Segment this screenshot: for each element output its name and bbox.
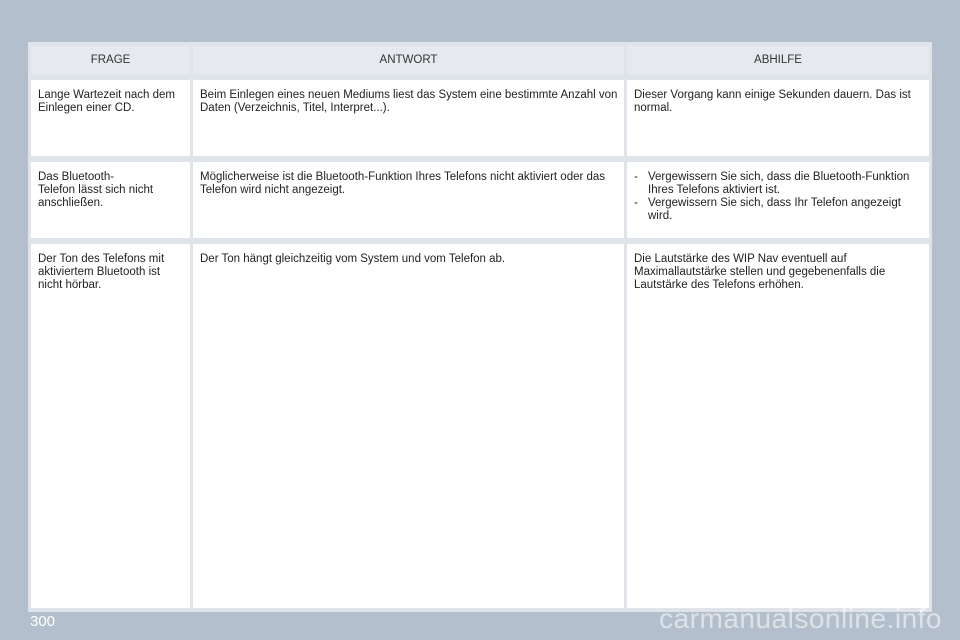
header-abhilfe: ABHILFE	[627, 46, 929, 74]
row2-abhilfe-list	[634, 171, 923, 223]
header-frage: FRAGE	[31, 46, 190, 74]
row1-abhilfe: Dieser Vorgang kann einige Sekunden dauern. Das ist normal.	[627, 80, 929, 156]
row2-antwort: Möglicherweise ist die Bluetooth-Funktion Ihres Telefons nicht aktiviert oder das Telefon wird nicht angezeigt.	[193, 162, 624, 238]
row2-frage-line2: Telefon lässt sich nicht anschließen.	[38, 184, 154, 209]
row2-frage-line1: Das Bluetooth-	[38, 171, 115, 183]
list-item-text: Vergewissern Sie sich, dass Ihr Telefon angezeigt wird.	[648, 197, 901, 222]
row1-frage: Lange Wartezeit nach dem Einlegen einer CD.	[31, 80, 190, 156]
list-item	[634, 197, 923, 223]
bullet-dash: -	[634, 171, 638, 183]
row2-frage	[31, 162, 190, 238]
row3-frage: Der Ton des Telefons mit aktiviertem Bluetooth ist nicht hörbar.	[31, 244, 190, 608]
list-item-text: Vergewissern Sie sich, dass die Bluetooth-Funktion Ihres Telefons aktiviert ist.	[648, 171, 910, 196]
row3-antwort: Der Ton hängt gleichzeitig vom System und vom Telefon ab.	[193, 244, 624, 608]
list-item	[634, 171, 923, 197]
page-number: 300	[30, 613, 56, 630]
row3-abhilfe: Die Lautstärke des WIP Nav eventuell auf Maximallautstärke stellen und gegebenenfalls die Lautstärke des Telefons erhöhen.	[627, 244, 929, 608]
header-antwort: ANTWORT	[193, 46, 624, 74]
row2-abhilfe	[627, 162, 929, 238]
row1-antwort: Beim Einlegen eines neuen Mediums liest das System eine bestimmte Anzahl von Daten (Verzeichnis, Titel, Interpret...).	[193, 80, 624, 156]
bullet-dash: -	[634, 197, 638, 209]
watermark-text: carmanualsonline.info	[659, 603, 942, 634]
